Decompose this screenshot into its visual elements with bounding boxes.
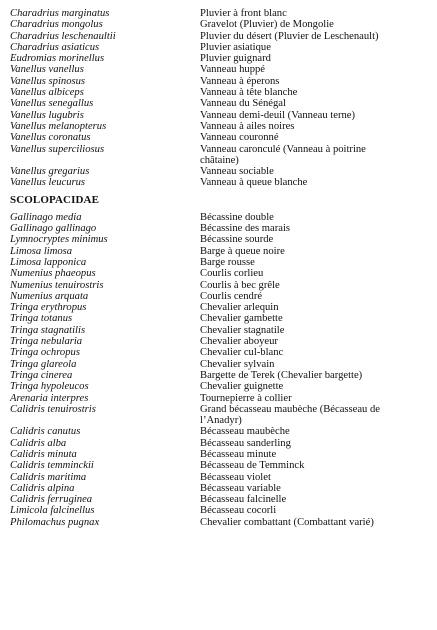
species-list-page bbox=[0, 8, 437, 528]
common-name: Vanneau demi-deuil (Vanneau terne) bbox=[200, 109, 356, 121]
scientific-name: Calidris alba bbox=[10, 437, 67, 449]
scientific-name: Limosa limosa bbox=[10, 245, 73, 257]
common-name: Vanneau caronculé (Vanneau à poitrine bbox=[200, 143, 366, 155]
species-row bbox=[0, 291, 437, 302]
scientific-name: Charadrius leschenaultii bbox=[10, 30, 116, 42]
family-heading: SCOLOPACIDAE bbox=[10, 193, 100, 206]
common-name-cell bbox=[200, 336, 425, 347]
common-name: Bécasseau sanderling bbox=[200, 437, 291, 449]
common-name-continued: l’Anadyr) bbox=[200, 415, 242, 427]
common-name-cell bbox=[200, 313, 425, 324]
scientific-name: Vanellus melanopterus bbox=[10, 120, 107, 132]
species-row bbox=[0, 494, 437, 505]
common-name: Grand bécasseau maubèche (Bécasseau de bbox=[200, 403, 381, 415]
common-name: Bécasseau maubèche bbox=[200, 426, 290, 438]
common-name-cell bbox=[200, 494, 425, 505]
species-row bbox=[0, 110, 437, 121]
species-row bbox=[0, 42, 437, 53]
common-name-cell bbox=[200, 404, 425, 427]
common-name-cell bbox=[200, 132, 425, 143]
common-name-cell bbox=[200, 144, 425, 167]
scientific-name: Vanellus leucurus bbox=[10, 177, 86, 189]
common-name-cell bbox=[200, 426, 425, 437]
species-row bbox=[0, 438, 437, 449]
common-name-cell bbox=[200, 280, 425, 291]
species-row bbox=[0, 87, 437, 98]
common-name-cell bbox=[200, 19, 425, 30]
scientific-name: Lymnocryptes minimus bbox=[10, 234, 108, 246]
common-name: Chevalier cul-blanc bbox=[200, 347, 284, 359]
common-name-cell bbox=[200, 53, 425, 64]
common-name-cell bbox=[200, 177, 425, 188]
common-name: Bécasseau cocorli bbox=[200, 505, 277, 517]
common-name: Bécassine double bbox=[200, 211, 274, 223]
scientific-name: Tringa glareola bbox=[10, 358, 77, 370]
common-name: Barge à queue noire bbox=[200, 245, 285, 257]
species-row bbox=[0, 280, 437, 291]
scientific-name: Vanellus coronatus bbox=[10, 132, 91, 144]
common-name-cell bbox=[200, 393, 425, 404]
common-name-cell bbox=[200, 31, 425, 42]
common-name: Tournepierre à collier bbox=[200, 392, 292, 404]
scientific-name: Calidris temminckii bbox=[10, 460, 94, 472]
common-name-cell bbox=[200, 472, 425, 483]
scientific-name: Tringa ochropus bbox=[10, 347, 80, 359]
common-name-cell bbox=[200, 325, 425, 336]
species-row bbox=[0, 449, 437, 460]
scientific-name: Calidris minuta bbox=[10, 448, 77, 460]
common-name-cell bbox=[200, 370, 425, 381]
scientific-name: Arenaria interpres bbox=[10, 392, 89, 404]
common-name: Bécasseau violet bbox=[200, 471, 271, 483]
scientific-name: Tringa hypoleucos bbox=[10, 381, 89, 393]
species-row bbox=[0, 505, 437, 516]
common-name-cell bbox=[200, 98, 425, 109]
common-name: Pluvier du désert (Pluvier de Leschenault) bbox=[200, 30, 379, 42]
scientific-name: Calidris maritima bbox=[10, 471, 87, 483]
common-name-cell bbox=[200, 110, 425, 121]
species-row bbox=[0, 393, 437, 404]
common-name: Vanneau huppé bbox=[200, 64, 266, 76]
common-name-cell bbox=[200, 483, 425, 494]
common-name: Chevalier sylvain bbox=[200, 358, 275, 370]
common-name-cell bbox=[200, 234, 425, 245]
scientific-name: Limicola falcinellus bbox=[10, 505, 95, 517]
common-name: Courlis à bec grêle bbox=[200, 279, 280, 291]
scientific-name: Vanellus vanellus bbox=[10, 64, 84, 76]
species-row bbox=[0, 381, 437, 392]
species-row bbox=[0, 472, 437, 483]
common-name-cell bbox=[200, 505, 425, 516]
common-name-continued: châtaine) bbox=[200, 154, 239, 166]
common-name-cell bbox=[200, 8, 425, 19]
scientific-name: Limosa lapponica bbox=[10, 256, 87, 268]
common-name: Chevalier arlequin bbox=[200, 302, 279, 314]
scientific-name: Calidris alpina bbox=[10, 482, 75, 494]
scientific-name: Numenius arquata bbox=[10, 290, 89, 302]
common-name: Gravelot (Pluvier) de Mongolie bbox=[200, 19, 334, 31]
common-name: Chevalier stagnatile bbox=[200, 324, 285, 336]
species-row bbox=[0, 234, 437, 245]
common-name-cell bbox=[200, 257, 425, 268]
species-row bbox=[0, 246, 437, 257]
common-name: Bécasseau minute bbox=[200, 448, 277, 460]
scientific-name: Vanellus senegallus bbox=[10, 98, 94, 110]
scientific-name: Numenius phaeopus bbox=[10, 268, 96, 280]
species-row bbox=[0, 19, 437, 30]
common-name-cell bbox=[200, 460, 425, 471]
scientific-name: Vanellus gregarius bbox=[10, 166, 90, 178]
species-row bbox=[0, 223, 437, 234]
species-row bbox=[0, 268, 437, 279]
scientific-name: Vanellus spinosus bbox=[10, 75, 86, 87]
common-name: Vanneau à ailes noires bbox=[200, 120, 295, 132]
species-row bbox=[0, 313, 437, 324]
scientific-name: Charadrius asiaticus bbox=[10, 41, 100, 53]
common-name-cell bbox=[200, 291, 425, 302]
species-row bbox=[0, 166, 437, 177]
common-name: Vanneau à queue blanche bbox=[200, 177, 308, 189]
common-name: Chevalier aboyeur bbox=[200, 336, 278, 348]
species-row bbox=[0, 76, 437, 87]
common-name-cell bbox=[200, 438, 425, 449]
common-name: Pluvier à front blanc bbox=[200, 8, 287, 19]
scientific-name: Vanellus lugubris bbox=[10, 109, 84, 121]
species-row bbox=[0, 8, 437, 19]
scientific-name: Charadrius mongolus bbox=[10, 19, 103, 31]
common-name: Vanneau à éperons bbox=[200, 75, 280, 87]
common-name-cell bbox=[200, 121, 425, 132]
species-row bbox=[0, 144, 437, 167]
common-name: Courlis corlieu bbox=[200, 268, 264, 280]
species-row bbox=[0, 336, 437, 347]
scientific-name: Gallinago gallinago bbox=[10, 223, 97, 235]
common-name: Pluvier asiatique bbox=[200, 41, 271, 53]
species-row bbox=[0, 483, 437, 494]
common-name: Vanneau couronné bbox=[200, 132, 279, 144]
common-name-cell bbox=[200, 42, 425, 53]
species-row bbox=[0, 177, 437, 188]
species-row bbox=[0, 325, 437, 336]
common-name: Courlis cendré bbox=[200, 290, 263, 302]
species-row bbox=[0, 132, 437, 143]
common-name: Bécasseau de Temminck bbox=[200, 460, 305, 472]
scientific-name: Eudromias morinellus bbox=[10, 53, 105, 65]
scientific-name: Calidris ferruginea bbox=[10, 494, 93, 506]
common-name: Vanneau à tête blanche bbox=[200, 87, 298, 99]
scientific-name: Calidris tenuirostris bbox=[10, 403, 96, 415]
species-row bbox=[0, 426, 437, 437]
scientific-name: Tringa erythropus bbox=[10, 302, 87, 314]
common-name-cell bbox=[200, 268, 425, 279]
scientific-name: Tringa nebularia bbox=[10, 336, 83, 348]
common-name-cell bbox=[200, 87, 425, 98]
common-name-cell bbox=[200, 381, 425, 392]
common-name: Bargette de Terek (Chevalier bargette) bbox=[200, 369, 363, 381]
species-row bbox=[0, 347, 437, 358]
common-name: Chevalier combattant (Combattant varié) bbox=[200, 516, 374, 528]
species-row bbox=[0, 53, 437, 64]
common-name-cell bbox=[200, 449, 425, 460]
scientific-name: Philomachus pugnax bbox=[10, 516, 100, 528]
scientific-name: Vanellus superciliosus bbox=[10, 143, 105, 155]
scientific-name: Vanellus albiceps bbox=[10, 87, 84, 99]
species-row bbox=[0, 257, 437, 268]
common-name-cell bbox=[200, 76, 425, 87]
species-row bbox=[0, 212, 437, 223]
common-name: Pluvier guignard bbox=[200, 53, 271, 65]
scientific-name: Tringa totanus bbox=[10, 313, 73, 325]
common-name: Barge rousse bbox=[200, 256, 255, 268]
common-name: Chevalier guignette bbox=[200, 381, 284, 393]
scientific-name: Numenius tenuirostris bbox=[10, 279, 104, 291]
scientific-name: Gallinago media bbox=[10, 211, 82, 223]
common-name: Vanneau du Sénégal bbox=[200, 98, 286, 110]
common-name-cell bbox=[200, 359, 425, 370]
common-name: Vanneau sociable bbox=[200, 166, 274, 178]
species-row bbox=[0, 359, 437, 370]
scientific-name: Tringa stagnatilis bbox=[10, 324, 86, 336]
species-row bbox=[0, 98, 437, 109]
scientific-name: Tringa cinerea bbox=[10, 369, 73, 381]
species-row bbox=[0, 517, 437, 528]
common-name: Chevalier gambette bbox=[200, 313, 283, 325]
common-name-cell bbox=[200, 166, 425, 177]
common-name: Bécassine des marais bbox=[200, 223, 291, 235]
common-name-cell bbox=[200, 517, 425, 528]
species-list-group-2 bbox=[0, 212, 437, 528]
common-name-cell bbox=[200, 302, 425, 313]
species-row bbox=[0, 370, 437, 381]
scientific-name: Calidris canutus bbox=[10, 426, 81, 438]
common-name-cell bbox=[200, 64, 425, 75]
common-name-cell bbox=[200, 212, 425, 223]
species-row bbox=[0, 31, 437, 42]
common-name-cell bbox=[200, 347, 425, 358]
species-list-group-1 bbox=[0, 8, 437, 189]
common-name: Bécasseau falcinelle bbox=[200, 494, 287, 506]
species-row bbox=[0, 64, 437, 75]
common-name-cell bbox=[200, 223, 425, 234]
species-row bbox=[0, 404, 437, 427]
species-row bbox=[0, 460, 437, 471]
species-row bbox=[0, 121, 437, 132]
common-name-cell bbox=[200, 246, 425, 257]
common-name: Bécasseau variable bbox=[200, 482, 281, 494]
common-name: Bécassine sourde bbox=[200, 234, 274, 246]
species-row bbox=[0, 302, 437, 313]
scientific-name: Charadrius marginatus bbox=[10, 8, 110, 19]
